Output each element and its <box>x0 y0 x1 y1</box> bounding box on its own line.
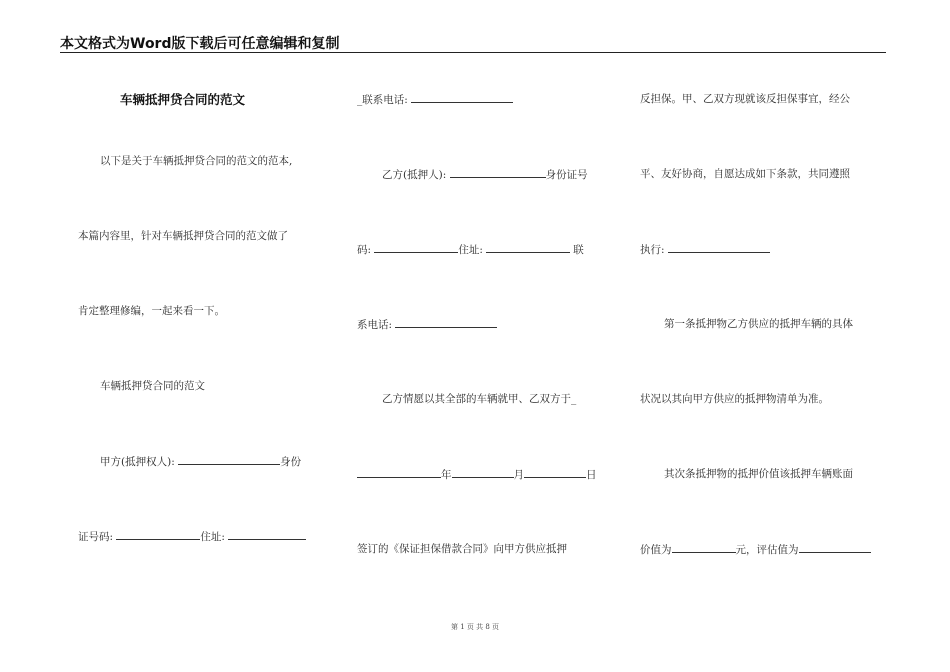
paragraph-line: 乙方情愿以其全部的车辆就甲、乙双方于_ <box>382 393 577 405</box>
section-heading: 车辆抵押贷合同的范文 <box>100 380 205 392</box>
form-line <box>640 542 871 557</box>
form-line <box>357 317 497 332</box>
contact-phone-label: _联系电话: <box>357 94 412 106</box>
contact-fragment: 联 <box>573 244 584 256</box>
blank-field[interactable] <box>374 242 458 253</box>
phone-label: 系电话: <box>357 319 396 331</box>
id-number-label: 证号码: <box>78 531 117 543</box>
execute-label: 执行: <box>640 244 668 256</box>
blank-field[interactable] <box>668 242 770 253</box>
paragraph-line: 以下是关于车辆抵押贷合同的范文的范本, <box>100 155 293 167</box>
blank-day[interactable] <box>524 467 586 478</box>
blank-year[interactable] <box>357 467 441 478</box>
blank-field[interactable] <box>411 92 513 103</box>
paragraph-line: 反担保。甲、乙双方现就该反担保事宜，经公 <box>640 93 850 105</box>
document-title: 车辆抵押贷合同的范文 <box>120 92 246 107</box>
form-line <box>640 242 770 257</box>
date-line <box>357 467 597 482</box>
paragraph-line: 第一条抵押物乙方供应的抵押车辆的具体 <box>664 318 853 330</box>
day-label: 日 <box>586 469 597 481</box>
blank-field[interactable] <box>178 454 280 465</box>
blank-month[interactable] <box>452 467 514 478</box>
id-label: 身份 <box>280 456 302 468</box>
blank-field[interactable] <box>486 242 570 253</box>
blank-field[interactable] <box>450 167 546 178</box>
form-line <box>100 454 301 469</box>
value-label: 价值为 <box>640 544 672 556</box>
document-header: 本文格式为Word版下载后可任意编辑和复制 <box>60 36 340 52</box>
blank-field[interactable] <box>799 542 871 553</box>
paragraph-line: 状况以其向甲方供应的抵押物清单为准。 <box>640 393 829 405</box>
valuation-label: 元，评估值为 <box>735 544 799 556</box>
address-label: 住址: <box>458 244 487 256</box>
year-label: 年 <box>441 469 452 481</box>
paragraph-line: 其次条抵押物的抵押价值该抵押车辆账面 <box>664 468 853 480</box>
form-line <box>357 242 584 257</box>
header-rule <box>60 52 886 53</box>
paragraph-line: 平、友好协商，自愿达成如下条款，共同遵照 <box>640 168 850 180</box>
blank-field[interactable] <box>228 529 306 540</box>
blank-field[interactable] <box>116 529 200 540</box>
paragraph-line: 肯定整理修编，一起来看一下。 <box>78 305 225 317</box>
page-footer: 第 1 页 共 8 页 <box>450 623 500 631</box>
form-line <box>382 167 588 182</box>
form-line <box>357 92 513 107</box>
party-b-label: 乙方(抵押人): <box>382 169 450 181</box>
blank-field[interactable] <box>395 317 497 328</box>
paragraph-line: 签订的《保证担保借款合同》向甲方供应抵押 <box>357 543 567 555</box>
id-label: 身份证号 <box>545 169 588 181</box>
blank-field[interactable] <box>672 542 736 553</box>
paragraph-line: 本篇内容里，针对车辆抵押贷合同的范文做了 <box>78 230 288 242</box>
month-label: 月 <box>513 469 524 481</box>
code-label: 码: <box>357 244 375 256</box>
party-a-label: 甲方(抵押权人): <box>100 456 179 468</box>
form-line <box>78 529 306 544</box>
address-label: 住址: <box>200 531 229 543</box>
